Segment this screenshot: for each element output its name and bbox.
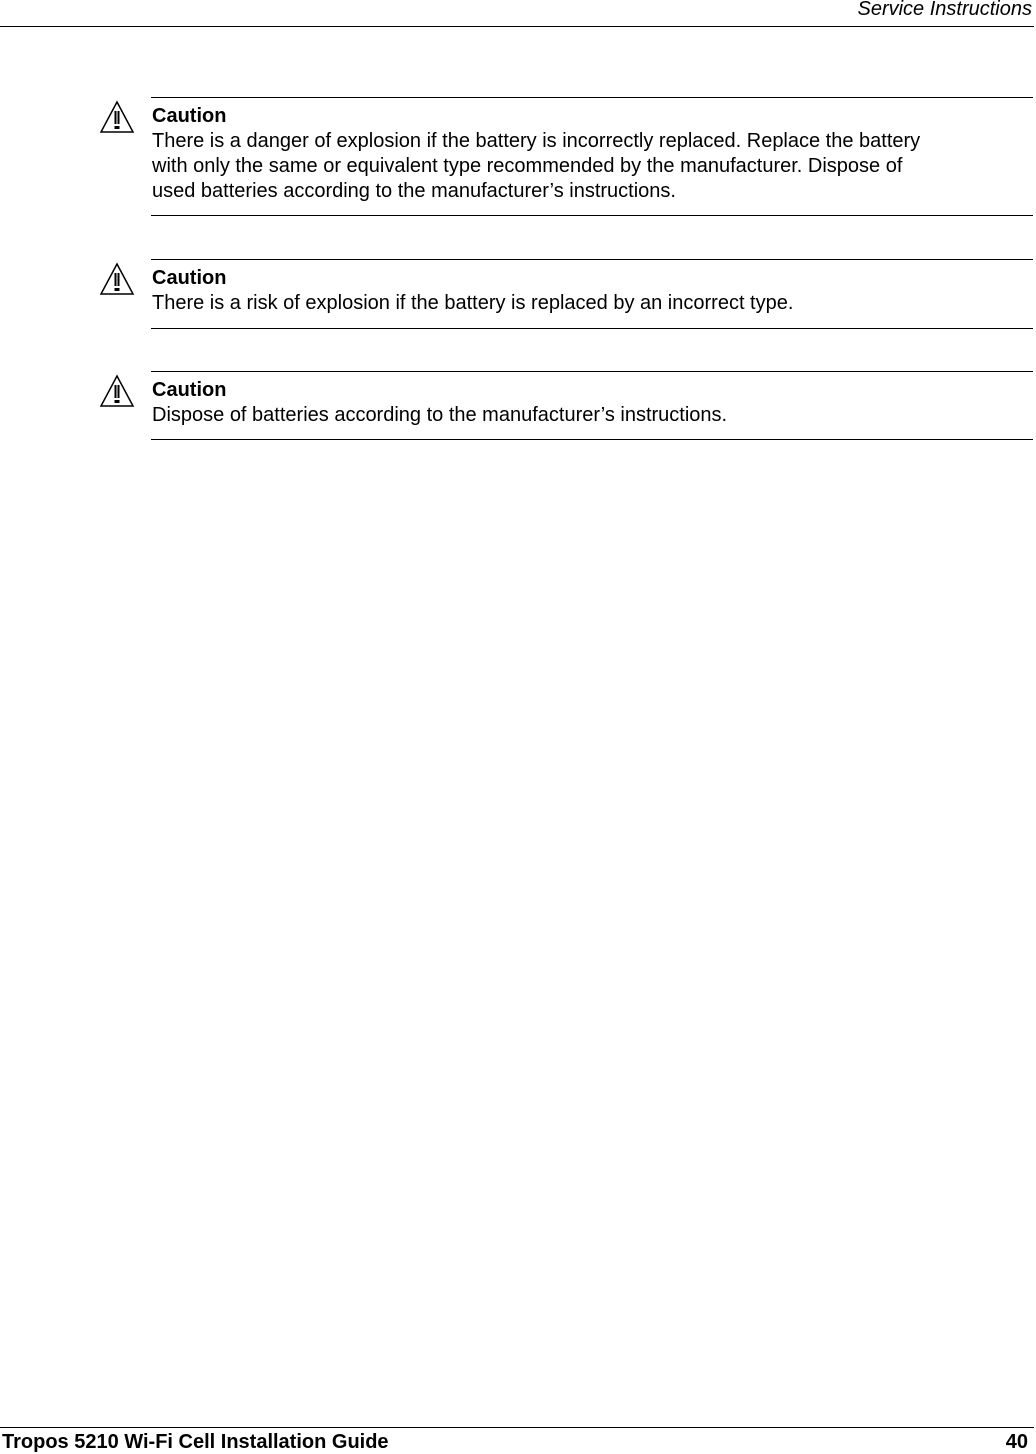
caution-bottom-rule bbox=[151, 215, 1033, 216]
caution-text: There is a risk of explosion if the battery is replaced by an incorrect type. bbox=[152, 292, 794, 314]
footer-divider bbox=[0, 1427, 1034, 1428]
caution-heading: Caution bbox=[152, 267, 227, 289]
header-divider bbox=[0, 26, 1034, 27]
warning-triangle-icon bbox=[99, 262, 135, 296]
warning-triangle-icon bbox=[99, 374, 135, 408]
caution-top-rule bbox=[151, 371, 1033, 372]
caution-heading: Caution bbox=[152, 105, 227, 127]
caution-text: Dispose of batteries according to the manufacturer’s instructions. bbox=[152, 404, 728, 426]
warning-triangle-icon bbox=[99, 100, 135, 134]
caution-bottom-rule bbox=[151, 439, 1033, 440]
page-number: 40 bbox=[1005, 1431, 1028, 1453]
caution-top-rule bbox=[151, 259, 1033, 260]
caution-heading: Caution bbox=[152, 379, 227, 401]
caution-bottom-rule bbox=[151, 328, 1033, 329]
guide-title: Tropos 5210 Wi-Fi Cell Installation Guide bbox=[2, 1431, 389, 1453]
section-title: Service Instructions bbox=[857, 0, 1032, 20]
caution-text: There is a danger of explosion if the battery is incorrectly replaced. Replace the battery with only the same or equivalent type recommended by the manufacturer. Dispose of used batteries according to the manufacturer’s instructions. bbox=[152, 130, 921, 202]
caution-top-rule bbox=[151, 97, 1033, 98]
